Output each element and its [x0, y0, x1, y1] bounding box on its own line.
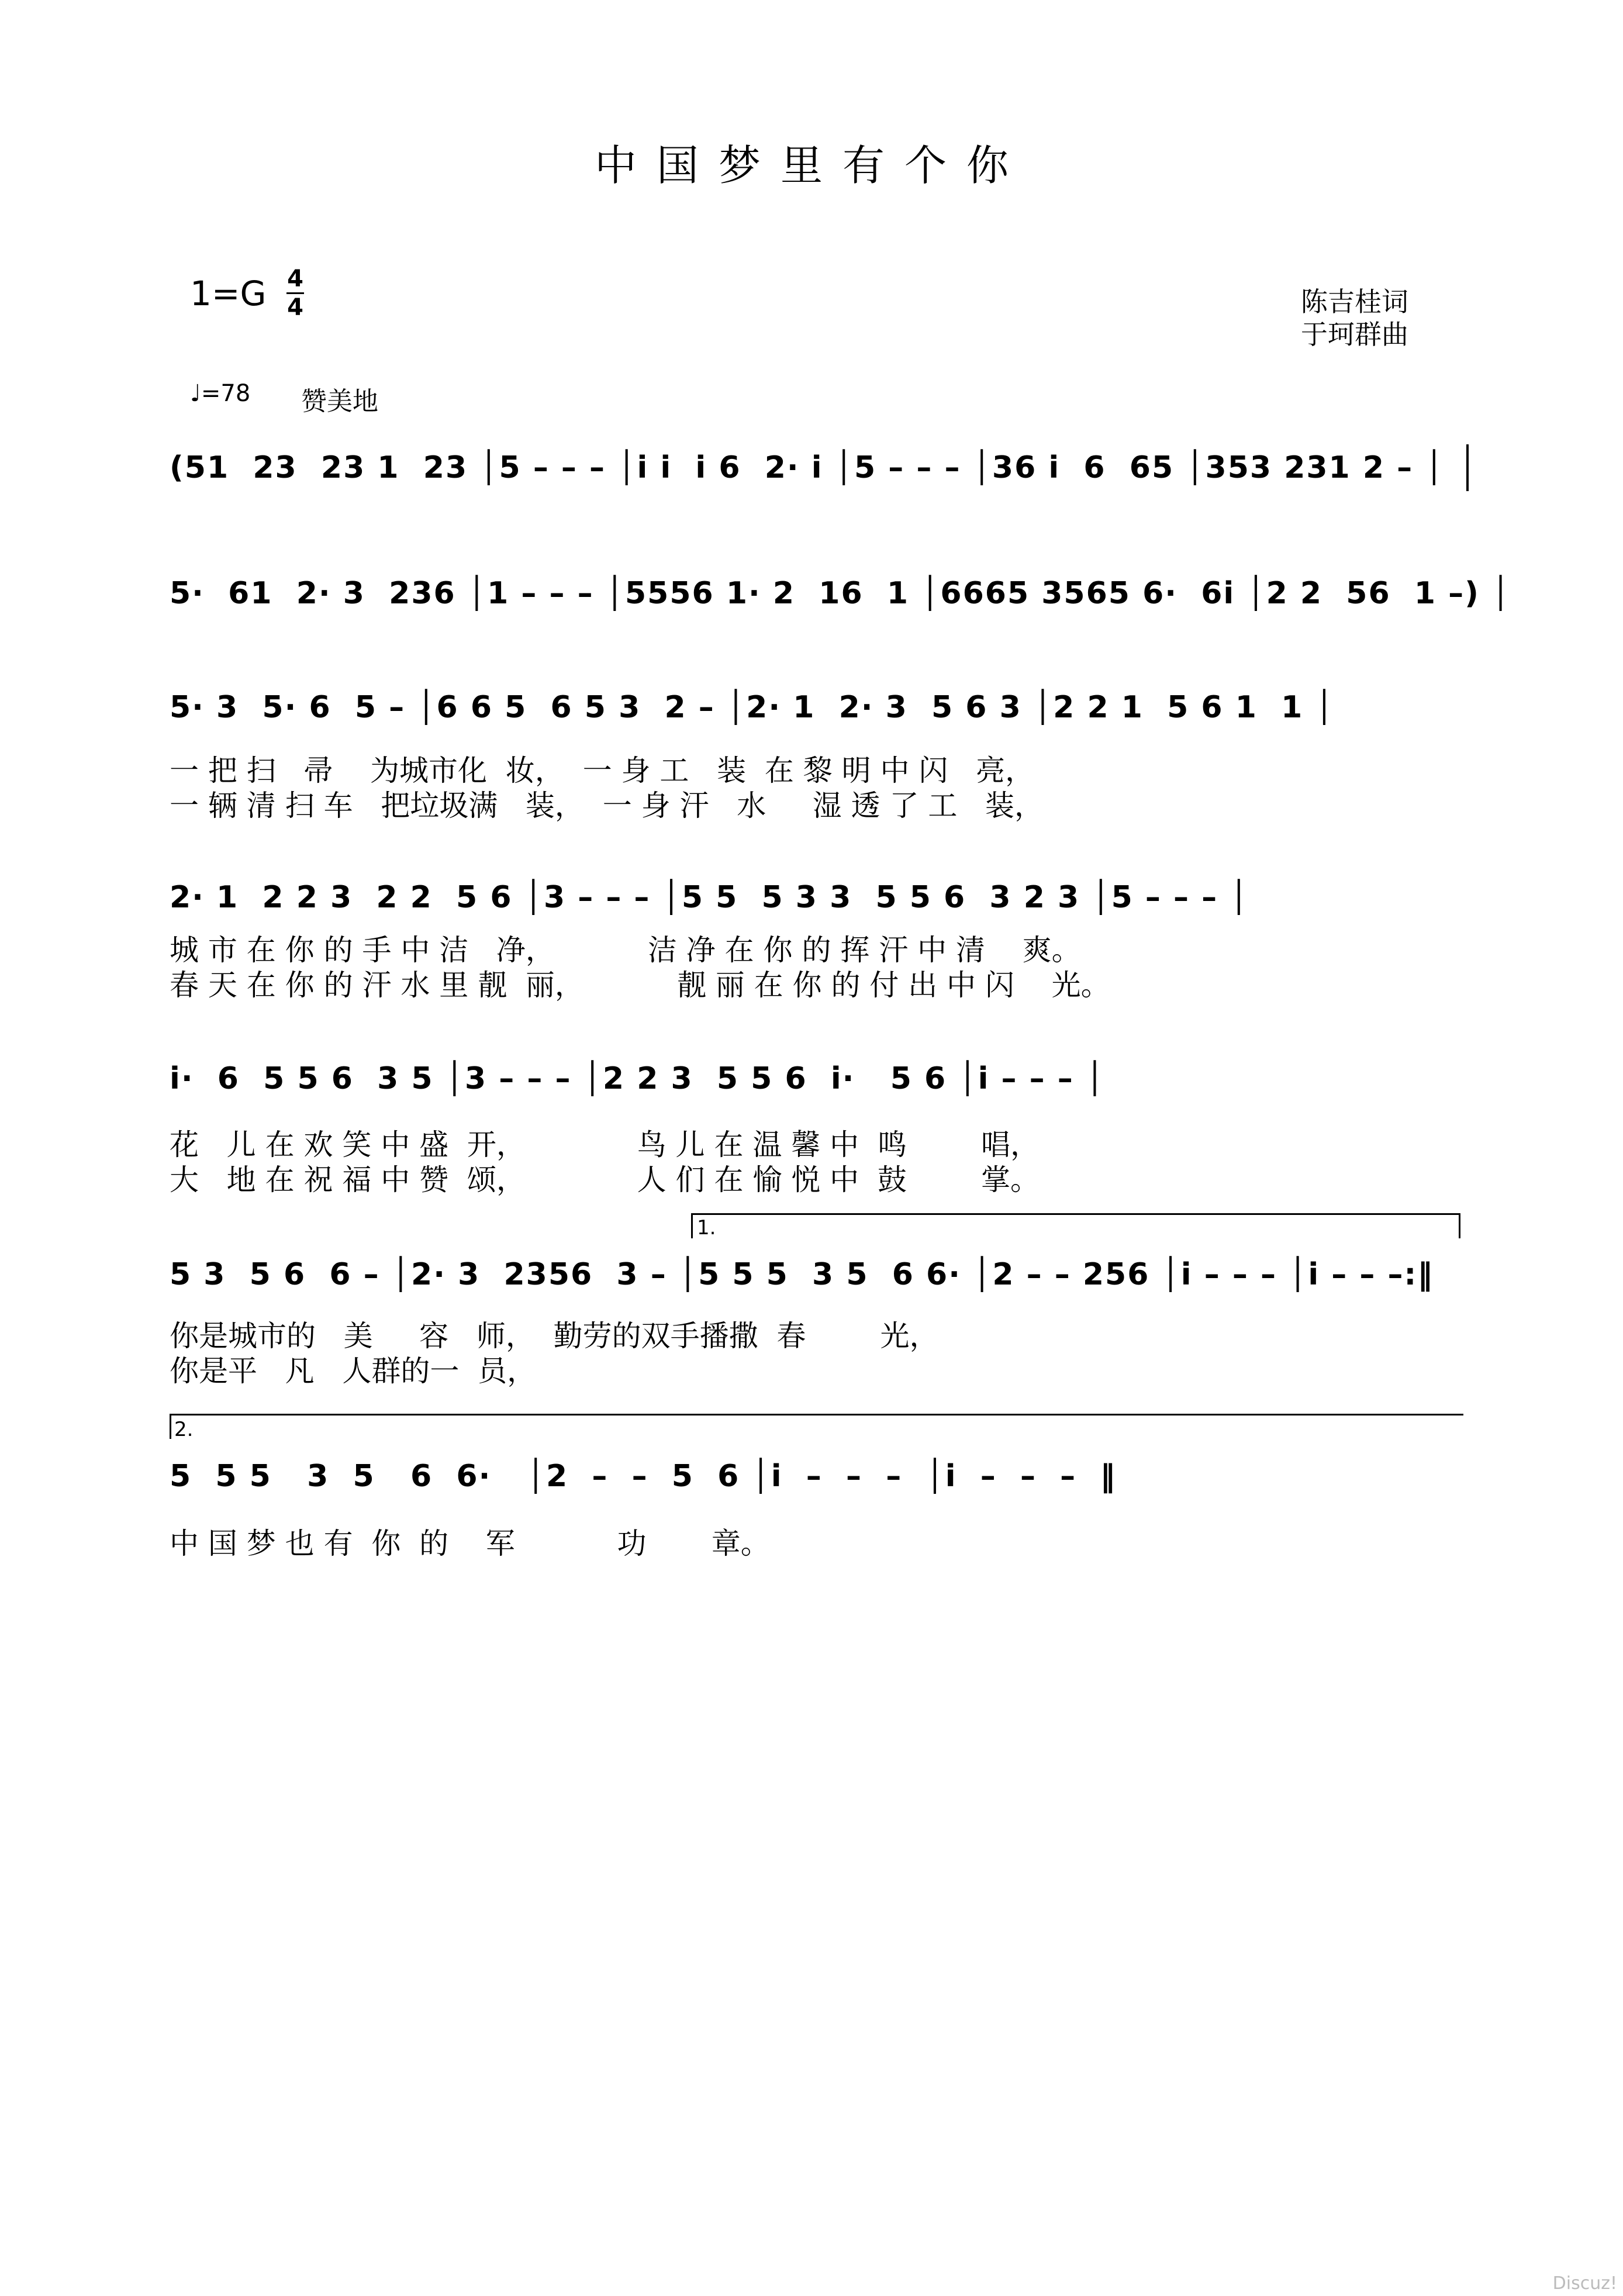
notation-row-6: 5 3 5 6 6 – │2· 3 2356 3 – │5 5 5 3 5 6 6· │2 – – 256 │i – – – │i – – –:‖	[170, 1257, 1434, 1292]
second-ending-number: 2.	[174, 1418, 194, 1441]
notation-row-1: (51 23 23 1 23 │5 – – – │i i i 6 2· i │5 – – – │36 i 6 65 │353 231 2 – │	[170, 450, 1445, 485]
key-signature: 1=G	[190, 274, 267, 313]
composer-credit: 于珂群曲	[1301, 319, 1408, 350]
lyric-verse1-row-6: 你是城市的 美 容 师， 勤劳的双手播撒 春 光，	[170, 1319, 939, 1353]
notation-row-5: i· 6 5 5 6 3 5 │3 – – – │2 2 3 5 5 6 i· 5 6 │i – – – │	[170, 1061, 1106, 1096]
lyric-verse2-row-3: 一 辆 清 扫 车 把垃圾满 装， 一 身 汗 水 湿 透 了 工 装，	[170, 789, 1044, 823]
second-ending-bracket	[170, 1414, 1463, 1439]
notation-row-3: 5· 3 5· 6 5 – │6 6 5 6 5 3 2 – │2· 1 2· 3 5 6 3 │2 2 1 5 6 1 1 │	[170, 690, 1335, 725]
lyric-verse2-row-4: 春 天 在 你 的 汗 水 里 靓 丽， 靓 丽 在 你 的 付 出 中 闪 光。	[170, 968, 1110, 1002]
watermark: Discuz!	[1552, 2273, 1617, 2294]
notation-row-4: 2· 1 2 2 3 2 2 5 6 │3 – – – │5 5 5 3 3 5 5 6 3 2 3 │5 – – – │	[170, 880, 1249, 915]
first-ending-number: 1.	[697, 1216, 716, 1240]
lyric-verse1-row-3: 一 把 扫 帚 为城市化 妆， 一 身 工 装 在 黎 明 中 闪 亮，	[170, 754, 1035, 788]
notation-row-2: 5· 61 2· 3 236 │1 – – – │5556 1· 2 16 1 │6665 3565 6· 6i │2 2 56 1 –) │	[170, 576, 1511, 611]
time-signature-top: 4	[287, 265, 303, 292]
barline	[1466, 444, 1469, 491]
notation-row-7: 5 5 5 3 5 6 6· │2 – – 5 6 │i – – – │i – – – ‖	[170, 1459, 1117, 1494]
lyric-verse2-row-5: 大 地 在 祝 福 中 赞 颂， 人 们 在 愉 悦 中 鼓 掌。	[170, 1163, 1040, 1197]
lyric-verse1-row-7: 中 国 梦 也 有 你 的 军 功 章。	[170, 1527, 770, 1560]
first-ending-bracket	[691, 1213, 1460, 1238]
time-signature-bottom: 4	[287, 294, 303, 321]
lyric-verse1-row-5: 花 儿 在 欢 笑 中 盛 开， 鸟 儿 在 温 馨 中 鸣 唱，	[170, 1128, 1040, 1162]
lyricist-credit: 陈吉桂词	[1301, 286, 1408, 317]
lyric-verse2-row-6: 你是平 凡 人群的一 员，	[170, 1354, 537, 1388]
expression-marking: 赞美地	[301, 386, 378, 416]
tempo-marking: ♩=78	[190, 380, 251, 407]
time-signature	[286, 267, 304, 320]
song-title: 中国梦里有个你	[594, 141, 1028, 190]
lyric-verse1-row-4: 城 市 在 你 的 手 中 洁 净， 洁 净 在 你 的 挥 汗 中 清 爽。	[170, 933, 1081, 967]
